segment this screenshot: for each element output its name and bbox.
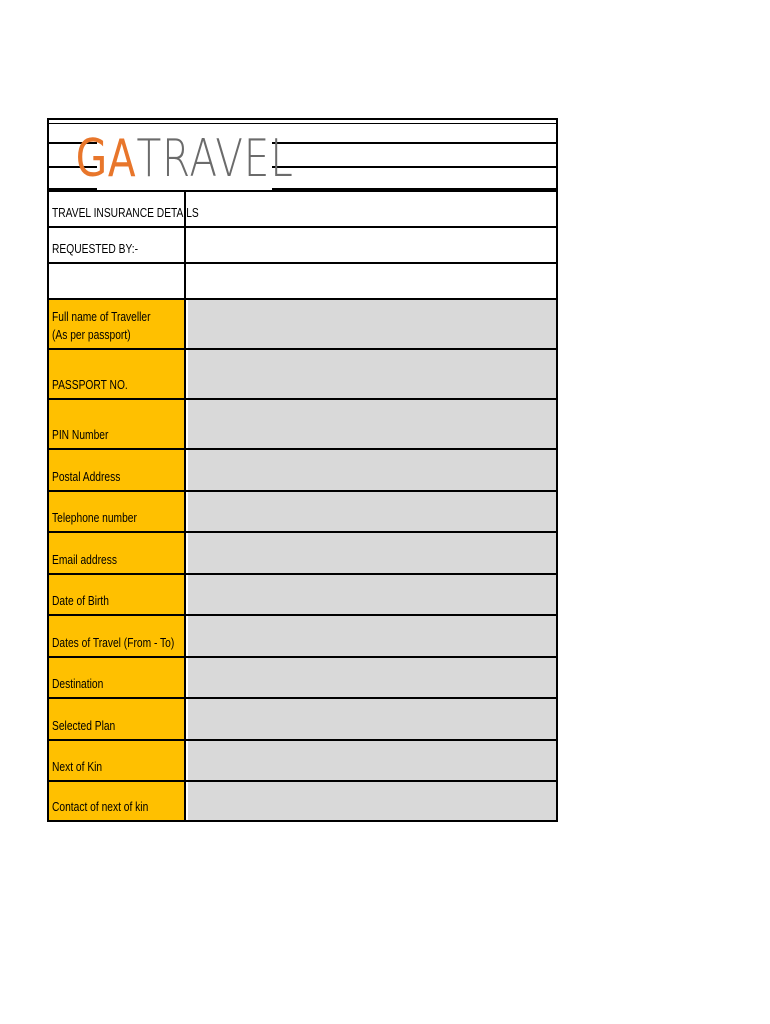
field-label-cell bbox=[49, 658, 186, 697]
requested-by-label: REQUESTED BY:- bbox=[52, 241, 139, 256]
field-label-cell bbox=[49, 300, 186, 348]
field-row-kin-contact bbox=[49, 780, 556, 820]
field-row-full-name bbox=[49, 298, 556, 348]
field-label-cell bbox=[49, 492, 186, 531]
form-title: TRAVEL INSURANCE DETAILS bbox=[52, 205, 199, 220]
destination-input[interactable] bbox=[188, 658, 556, 697]
field-label: Dates of Travel (From - To) bbox=[52, 635, 175, 650]
field-row-pin bbox=[49, 398, 556, 448]
field-row-postal bbox=[49, 448, 556, 490]
field-label-cell bbox=[49, 350, 186, 398]
field-label-cell bbox=[49, 575, 186, 614]
logo-travel: TRAVEL bbox=[136, 129, 294, 189]
header-line bbox=[271, 166, 556, 168]
field-row-dob bbox=[49, 573, 556, 614]
field-label-cell bbox=[49, 616, 186, 656]
travel-dates-input[interactable] bbox=[188, 616, 556, 656]
field-row-telephone bbox=[49, 490, 556, 531]
email-input[interactable] bbox=[188, 533, 556, 573]
logo-ga: GA bbox=[76, 129, 137, 189]
field-label-cell bbox=[49, 533, 186, 573]
field-row-destination bbox=[49, 656, 556, 697]
requested-by-cell bbox=[49, 228, 186, 262]
field-label: Contact of next of kin bbox=[52, 799, 149, 814]
field-label-cell bbox=[49, 699, 186, 739]
field-label: Destination bbox=[52, 676, 104, 691]
telephone-input[interactable] bbox=[188, 492, 556, 531]
full-name-input[interactable] bbox=[188, 300, 556, 348]
field-label: PASSPORT NO. bbox=[52, 377, 128, 392]
kin-contact-input[interactable] bbox=[188, 782, 556, 820]
blank-value-cell[interactable] bbox=[188, 264, 556, 298]
blank-row bbox=[49, 262, 556, 298]
field-row-passport bbox=[49, 348, 556, 398]
company-logo bbox=[76, 124, 294, 194]
next-of-kin-input[interactable] bbox=[188, 741, 556, 780]
field-label: Telephone number bbox=[52, 510, 137, 525]
field-label: Date of Birth bbox=[52, 593, 109, 608]
field-label-cell bbox=[49, 741, 186, 780]
postal-address-input[interactable] bbox=[188, 450, 556, 490]
field-row-next-of-kin bbox=[49, 739, 556, 780]
pin-input[interactable] bbox=[188, 400, 556, 448]
field-label: Next of Kin bbox=[52, 759, 103, 774]
requested-by-row bbox=[49, 226, 556, 262]
field-label-cell bbox=[49, 400, 186, 448]
field-row-plan bbox=[49, 697, 556, 739]
title-row bbox=[49, 190, 556, 226]
insurance-form-sheet bbox=[47, 118, 558, 822]
title-cell bbox=[49, 192, 199, 226]
field-row-email bbox=[49, 531, 556, 573]
blank-cell bbox=[49, 264, 186, 298]
field-label: Selected Plan bbox=[52, 718, 116, 733]
field-label: Email address bbox=[52, 552, 117, 567]
field-label: PIN Number bbox=[52, 427, 109, 442]
field-row-travel-dates bbox=[49, 614, 556, 656]
field-label-cell bbox=[49, 450, 186, 490]
date-of-birth-input[interactable] bbox=[188, 575, 556, 614]
header-line bbox=[271, 142, 556, 144]
passport-input[interactable] bbox=[188, 350, 556, 398]
requested-by-input[interactable] bbox=[188, 228, 556, 262]
selected-plan-input[interactable] bbox=[188, 699, 556, 739]
field-label: Postal Address bbox=[52, 469, 121, 484]
field-label-cell bbox=[49, 782, 186, 820]
title-value-cell bbox=[188, 192, 556, 226]
field-label: Full name of Traveller (As per passport) bbox=[52, 309, 151, 342]
